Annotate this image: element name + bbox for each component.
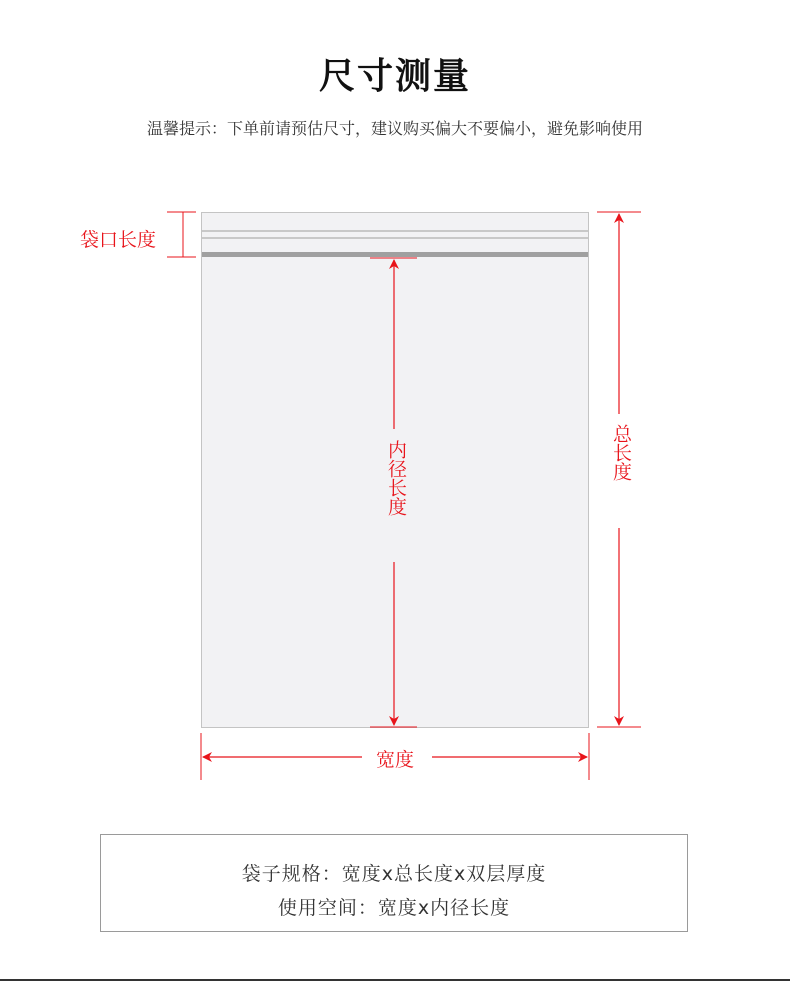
bottom-divider — [0, 979, 790, 981]
spec-line-size: 袋子规格：宽度x总长度x双层厚度 — [241, 863, 547, 885]
tip-text: 温馨提示：下单前请预估尺寸，建议购买偏大不要偏小，避免影响使用 — [146, 119, 643, 138]
spec-line-space: 使用空间：宽度x内径长度 — [277, 897, 511, 919]
total-length-label: 总长度 — [610, 424, 632, 481]
inner-length-label: 内径长度 — [385, 440, 407, 516]
spec-box — [100, 834, 688, 932]
zipper-seal — [202, 252, 588, 257]
opening-length-label: 袋口长度 — [80, 229, 157, 251]
width-label: 宽度 — [376, 749, 415, 771]
page-title: 尺寸测量 — [318, 56, 471, 97]
